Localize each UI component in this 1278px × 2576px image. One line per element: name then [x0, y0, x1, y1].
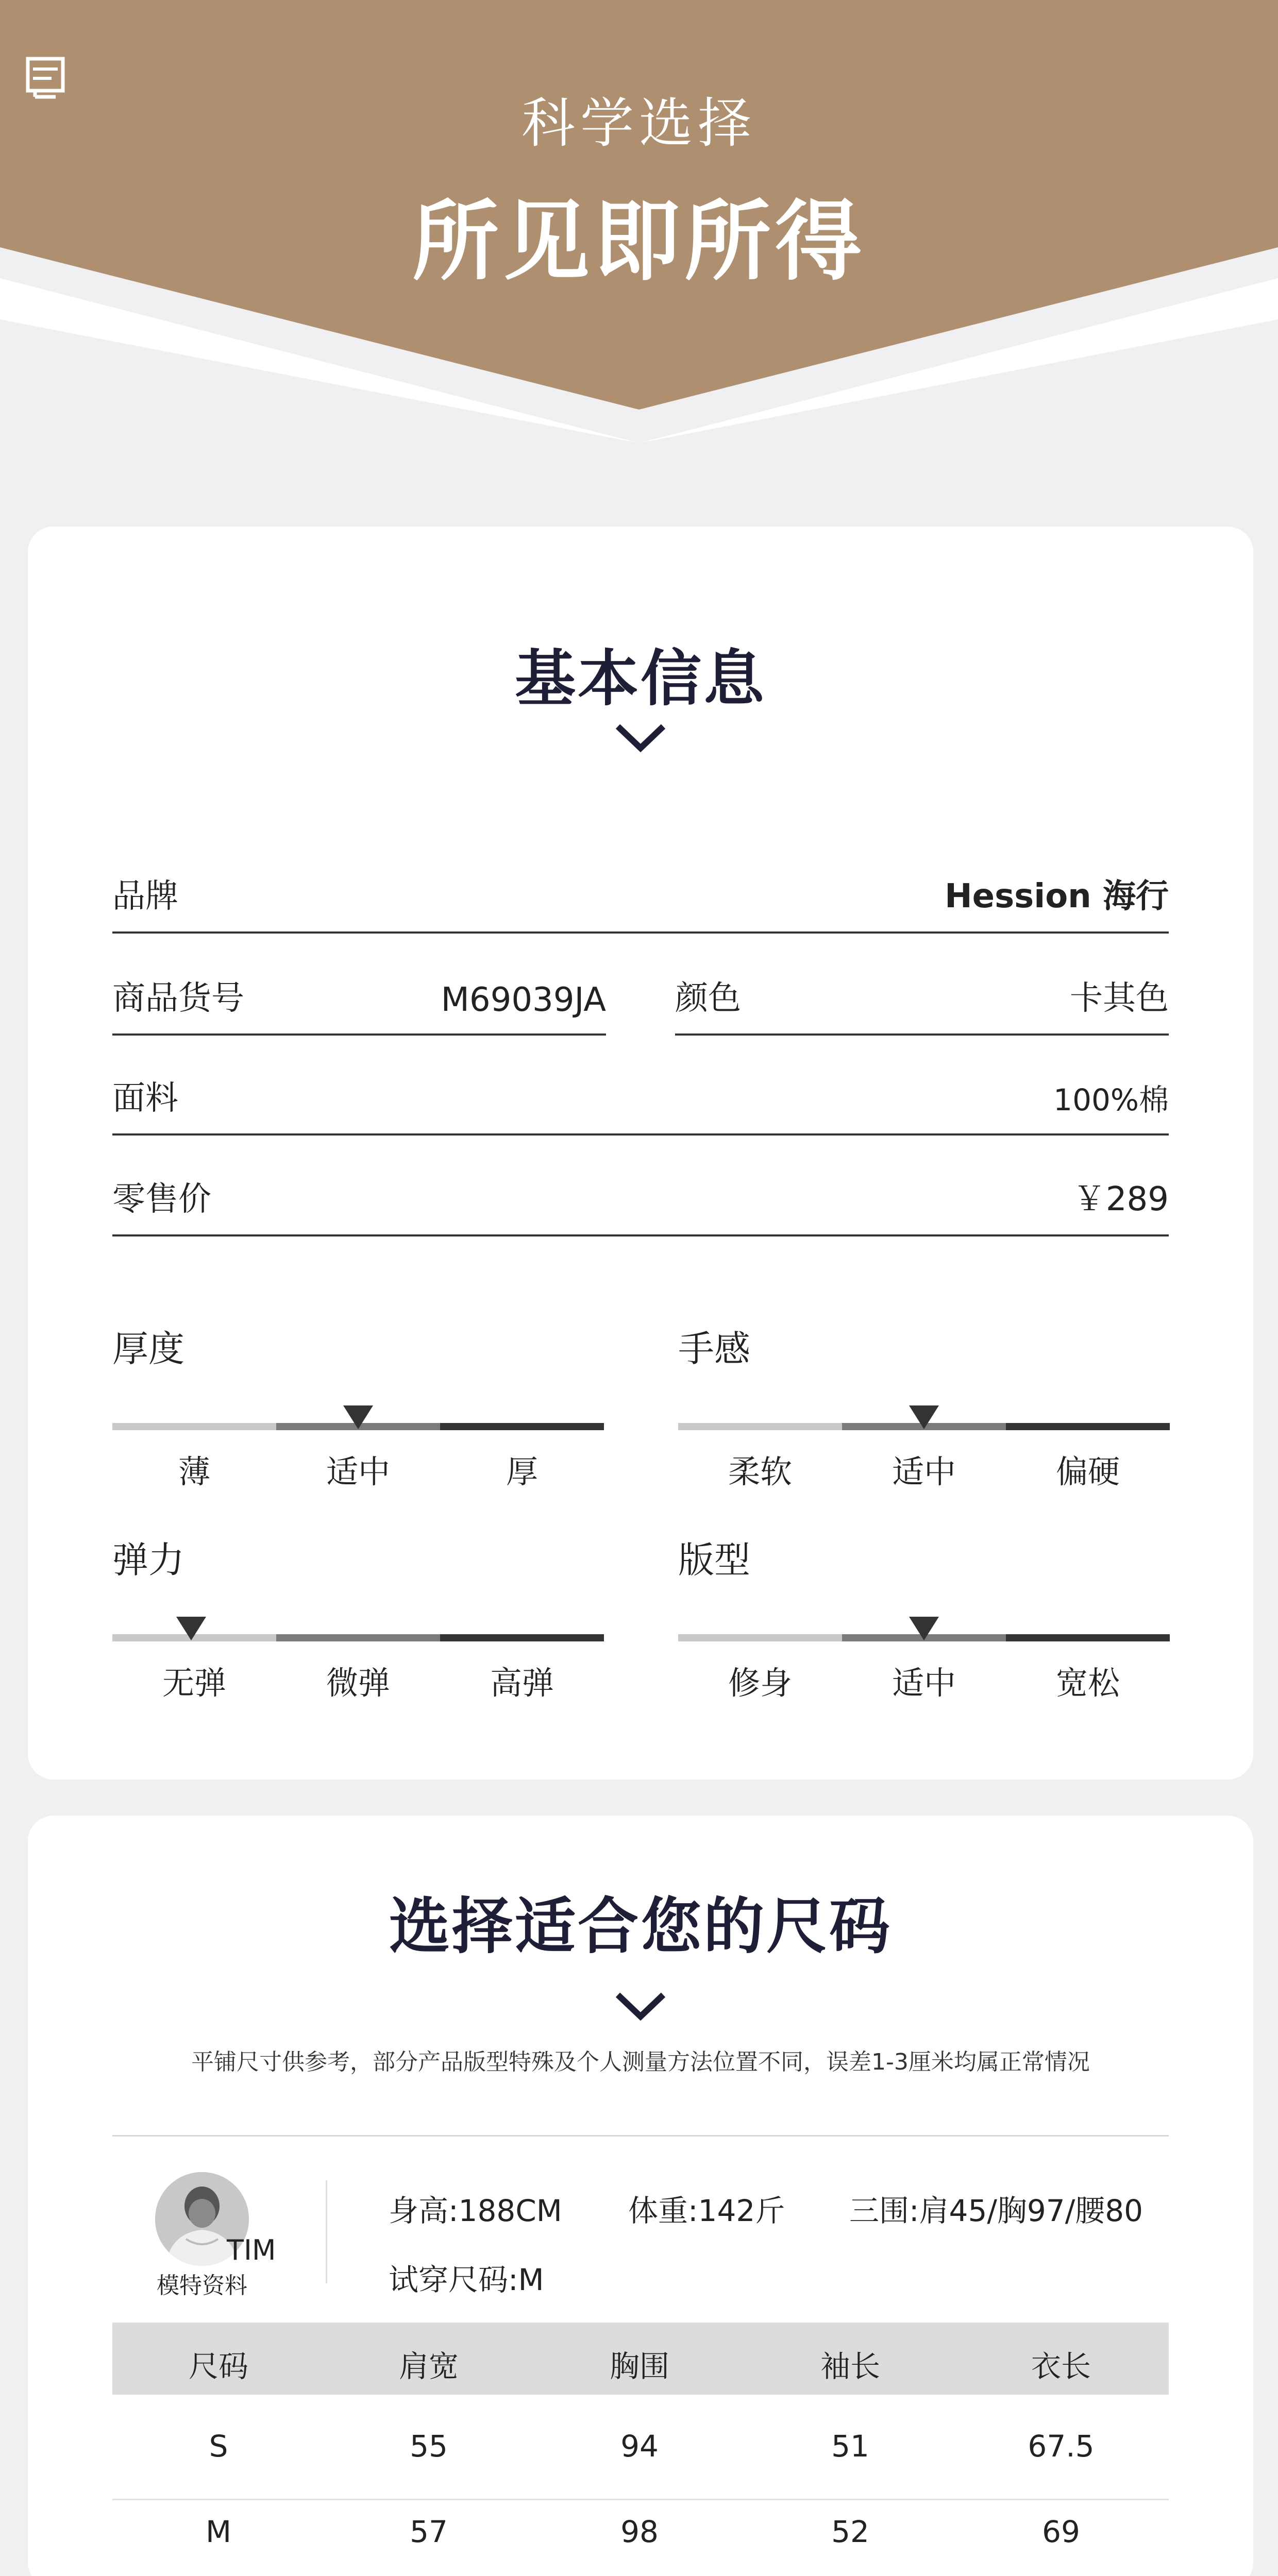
model-trial-size: 试穿尺码:M [389, 2262, 544, 2297]
sku-label: 商品货号 [112, 979, 244, 1018]
scale-option-label: 无弹 [162, 1664, 226, 1702]
color-value: 卡其色 [1070, 979, 1169, 1018]
table-cell: 55 [410, 2429, 448, 2464]
scale-option-label: 适中 [892, 1453, 956, 1490]
scale-option-label: 柔软 [728, 1453, 792, 1490]
scale-pointer-icon [909, 1405, 939, 1429]
scale-option-label: 高弹 [490, 1664, 554, 1702]
chevron-down-icon [615, 722, 666, 753]
table-header-cell: 衣长 [1031, 2349, 1091, 2384]
scale-option-label: 修身 [728, 1664, 792, 1702]
scale-option-label: 薄 [178, 1453, 210, 1490]
table-cell: M [205, 2514, 232, 2549]
size-section-title: 选择适合您的尺码 [389, 1891, 892, 1962]
model-divider [326, 2180, 327, 2283]
scale-segment [1006, 1423, 1170, 1430]
size-note: 平铺尺寸供参考，部分产品版型特殊及个人测量方法位置不同，误差1-3厘米均属正常情况 [191, 2049, 1090, 2075]
table-cell: 52 [831, 2514, 869, 2549]
table-header-cell: 袖长 [820, 2349, 880, 2384]
table-cell: S [209, 2429, 228, 2464]
divider [112, 2135, 1169, 2137]
scale-segment [678, 1634, 842, 1641]
scale-option-label: 适中 [326, 1453, 390, 1490]
model-weight: 体重:142斤 [628, 2193, 785, 2228]
price-row [112, 1159, 1169, 1236]
color-row [675, 958, 1169, 1036]
size-card [28, 1816, 1253, 2576]
price-value: ￥289 [1072, 1180, 1169, 1218]
attribute-title: 弹力 [112, 1539, 184, 1581]
scale-pointer-icon [909, 1617, 939, 1640]
basic-info-card [28, 527, 1253, 1780]
fabric-value: 100%棉 [1053, 1082, 1169, 1117]
model-caption: 模特资料 [157, 2273, 247, 2299]
table-cell: 69 [1042, 2514, 1080, 2549]
scale-option-label: 适中 [892, 1664, 956, 1702]
scale-segment [440, 1634, 604, 1641]
table-row-divider [112, 2499, 1169, 2500]
scale-option-label: 微弹 [326, 1664, 390, 1702]
table-header-cell: 尺码 [188, 2349, 248, 2384]
price-label: 零售价 [112, 1180, 211, 1218]
table-cell: 67.5 [1028, 2429, 1095, 2464]
scale-pointer-icon [176, 1617, 206, 1640]
brand-label: 品牌 [112, 877, 178, 916]
scale-segment [276, 1634, 440, 1641]
scale-segment [678, 1423, 842, 1430]
color-label: 颜色 [675, 979, 741, 1018]
scale-segment [440, 1423, 604, 1430]
model-measurements: 三围:肩45/胸97/腰80 [849, 2193, 1144, 2228]
table-cell: 57 [410, 2514, 448, 2549]
scale-option-label: 偏硬 [1055, 1453, 1120, 1490]
scale-segment [112, 1423, 276, 1430]
chevron-down-icon [615, 1991, 666, 2022]
sku-row [112, 958, 606, 1036]
scale-option-label: 厚 [506, 1453, 538, 1490]
brand-row [112, 856, 1169, 934]
fabric-label: 面料 [112, 1079, 178, 1117]
model-height: 身高:188CM [389, 2193, 562, 2228]
basic-info-title: 基本信息 [514, 643, 766, 714]
table-cell: 98 [620, 2514, 659, 2549]
sku-value: M69039JA [441, 981, 606, 1019]
scale-pointer-icon [343, 1405, 373, 1429]
scale-segment [1006, 1634, 1170, 1641]
brand-value: Hession 海行 [945, 877, 1169, 916]
table-header-cell: 肩宽 [398, 2349, 459, 2384]
attribute-title: 厚度 [112, 1328, 184, 1370]
model-name: TIM [227, 2234, 276, 2266]
banner-title: 所见即所得 [412, 191, 866, 292]
attribute-title: 手感 [678, 1328, 750, 1370]
attribute-title: 版型 [678, 1539, 750, 1581]
banner-subtitle: 科学选择 [521, 92, 756, 155]
fabric-row [112, 1058, 1169, 1136]
table-cell: 51 [831, 2429, 869, 2464]
scale-option-label: 宽松 [1055, 1664, 1120, 1702]
table-cell: 94 [620, 2429, 659, 2464]
table-header-cell: 胸围 [609, 2349, 669, 2384]
